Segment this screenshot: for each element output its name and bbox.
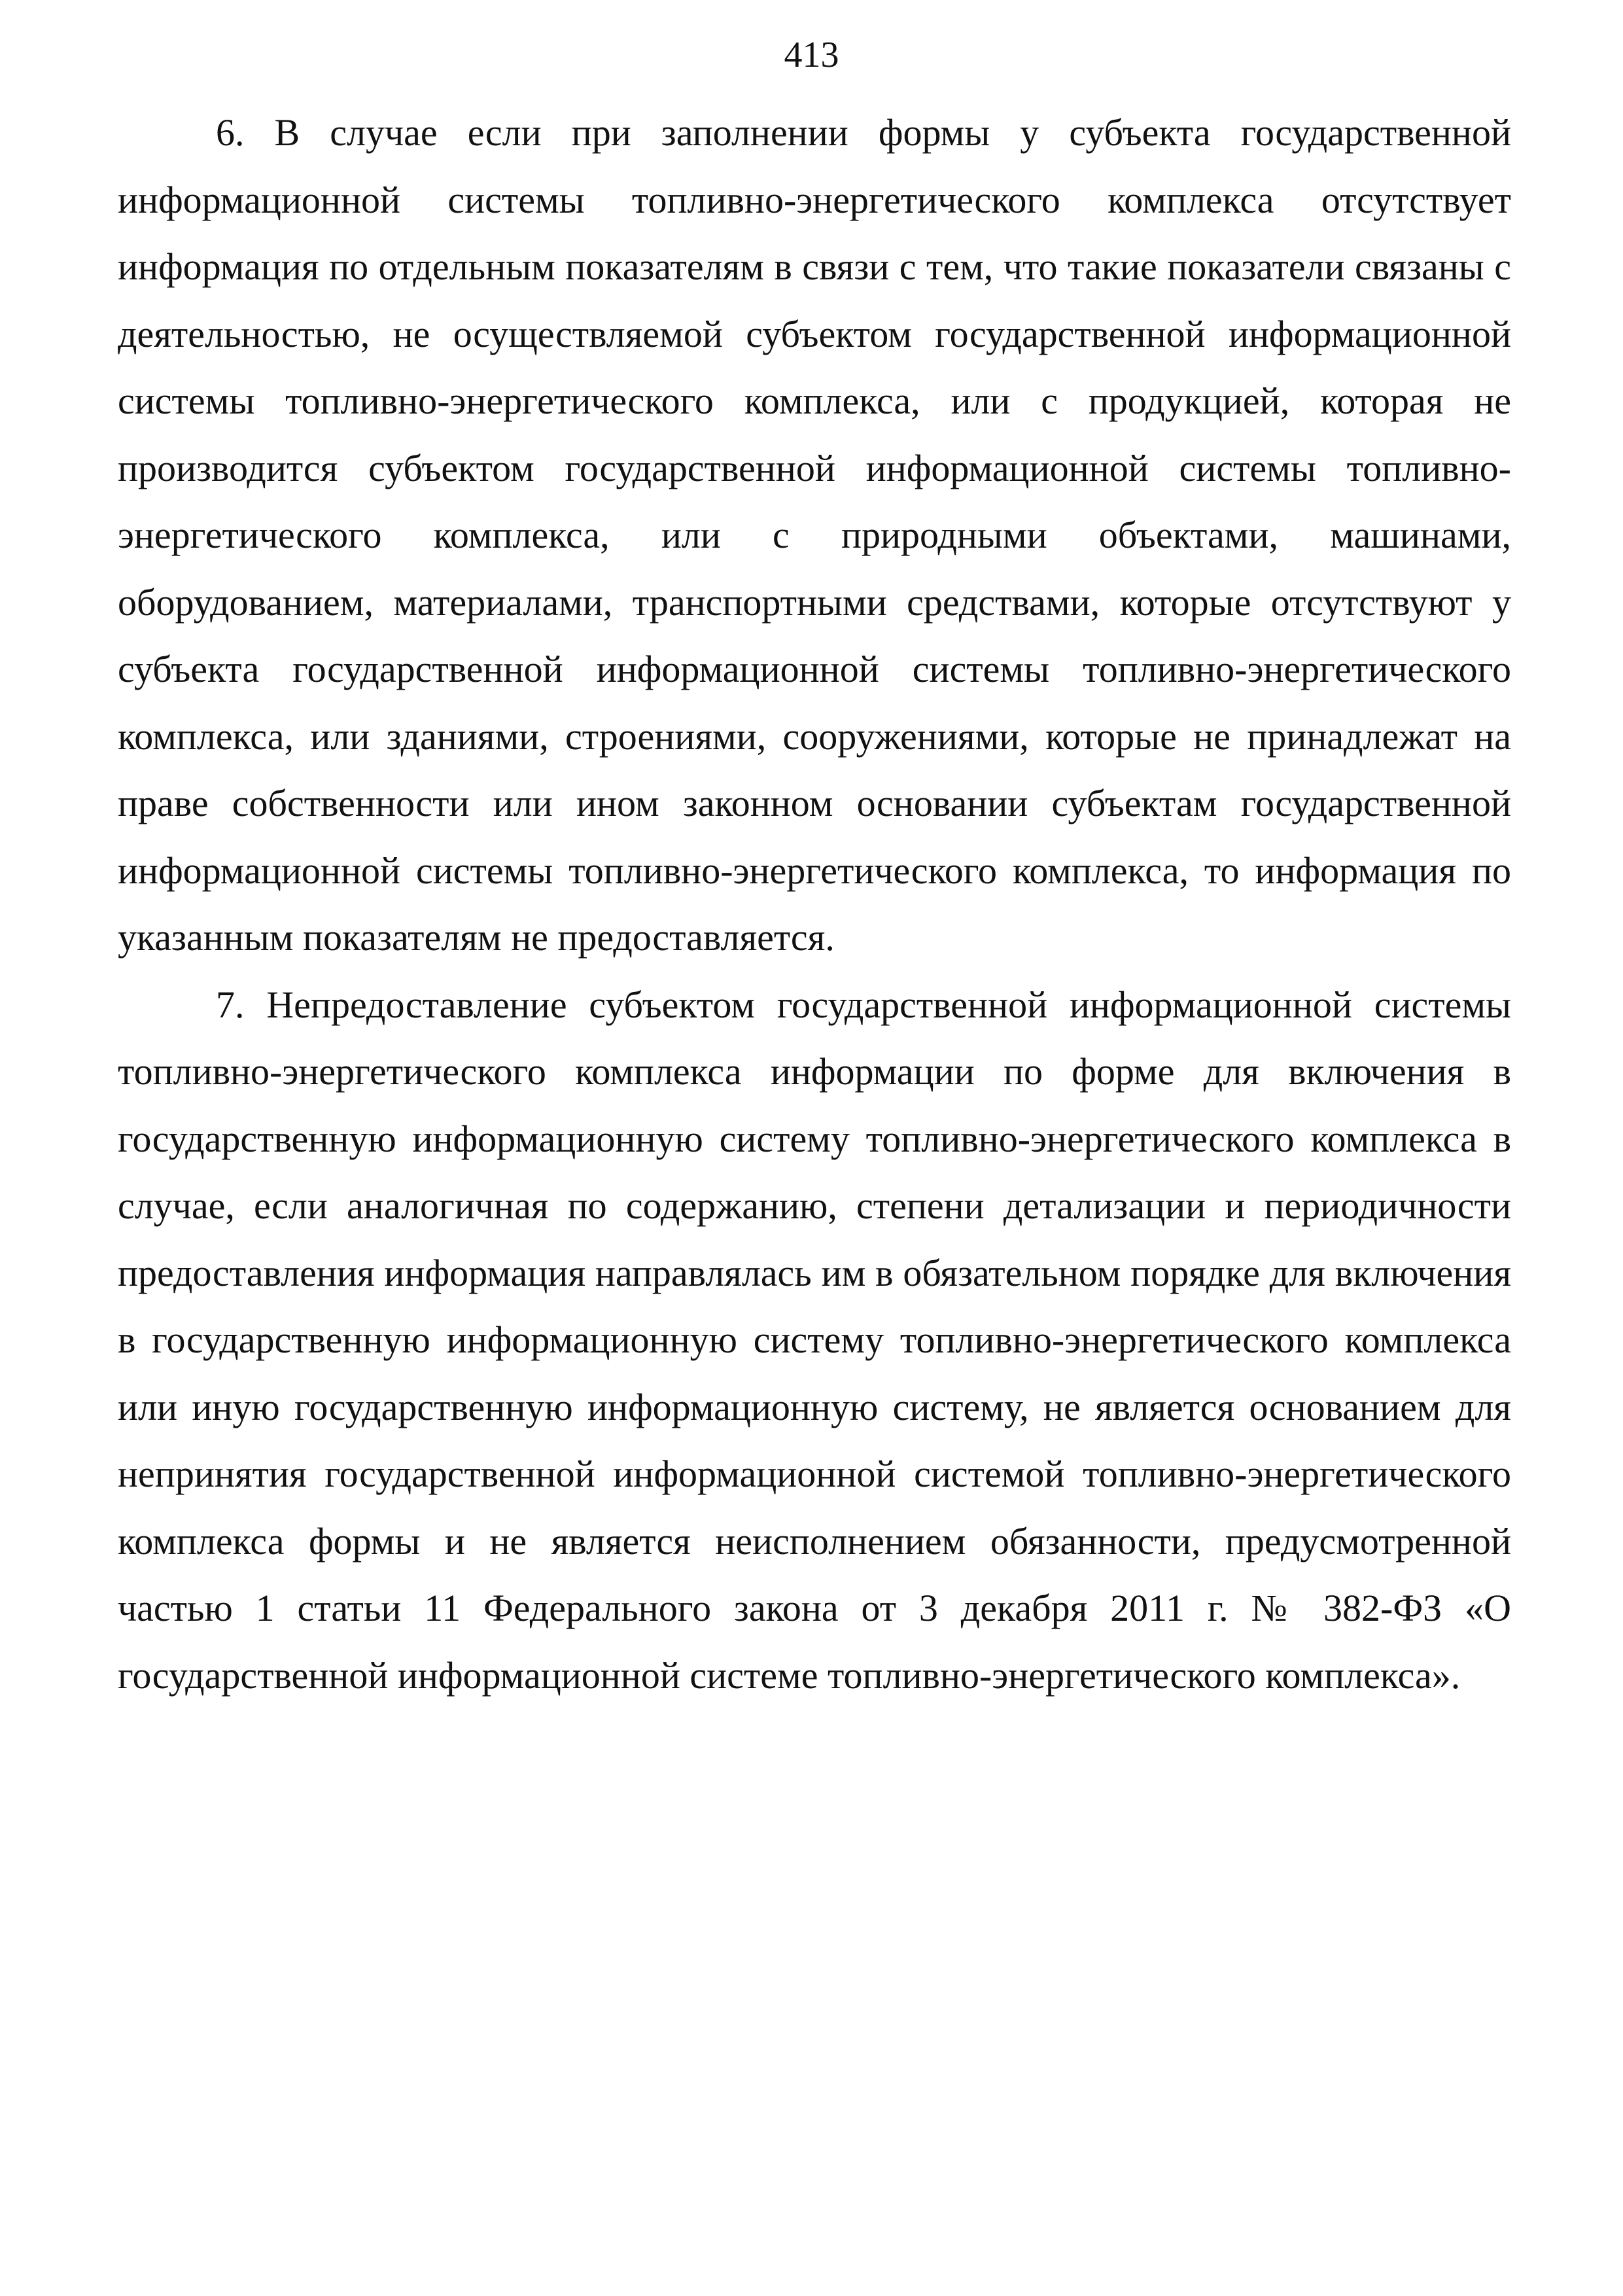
paragraph-6: 6. В случае если при заполнении формы у субъекта государственной информационной системы топливно-энергетического комплекса отсутствует информация по отдельным показателям в связи с тем, что такие показатели связаны с деятельностью, не осуществляемой субъектом государственной информационной системы топливно-энергетического комплекса, или с продукцией, которая не производится субъектом государственной информационной системы топливно-энергетического комплекса, или с природными объектами, машинами, оборудованием, материалами, транспортными средствами, которые отсутствуют у субъекта государственной информационной системы топливно-энергетического комплекса, или зданиями, строениями, сооружениями, которые не принадлежат на праве собственности или ином законном основании субъектам государственной информационной системы топливно-энергетического комплекса, то информация по указанным показателям не предоставляется. — [118, 111, 1511, 959]
page-number: 413 — [784, 35, 839, 75]
document-body — [118, 99, 1511, 1709]
paragraph-7: 7. Непредоставление субъектом государственной информационной системы топливно-энергетического комплекса информации по форме для включения в государственную информационную систему топливно-энергетического комплекса в случае, если аналогичная по содержанию, степени детализации и периодичности предоставления информация направлялась им в обязательном порядке для включения в государственную информационную систему топливно-энергетического комплекса или иную государственную информационную систему, не является основанием для непринятия государственной информационной системой топливно-энергетического комплекса формы и не является неисполнением обязанности, предусмотренной частью 1 статьи 11 Федерального закона от 3 декабря 2011 г. № 382-ФЗ «О государственной информационной системе топливно-энергетического комплекса». — [118, 983, 1511, 1697]
